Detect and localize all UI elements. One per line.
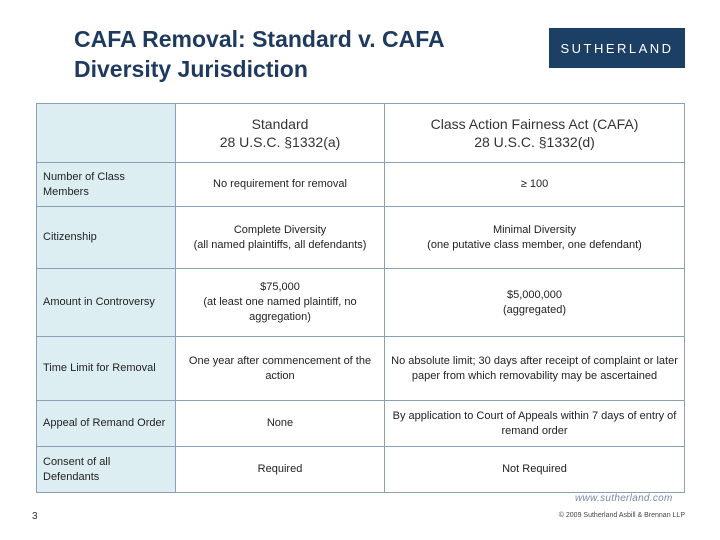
table-row xyxy=(37,207,685,269)
cell-cafa xyxy=(385,337,685,401)
row-label: Consent of all Defendants xyxy=(37,447,176,493)
cell-cafa xyxy=(385,163,685,207)
header-standard-line-2: 28 U.S.C. §1332(a) xyxy=(219,134,341,150)
table-header-row xyxy=(37,104,685,163)
table-row xyxy=(37,163,685,207)
slide-number: 3 xyxy=(32,511,38,522)
cell-standard xyxy=(176,269,385,337)
cell-standard xyxy=(176,207,385,269)
header-cafa-line-1: Class Action Fairness Act (CAFA) xyxy=(430,116,639,132)
slide-title xyxy=(74,24,514,84)
cell-cafa xyxy=(385,207,685,269)
cell-text: (one putative class member, one defendant) xyxy=(427,238,642,251)
cell-text: Required xyxy=(257,463,303,475)
comparison-table xyxy=(36,103,685,493)
copyright-notice: © 2009 Sutherland Asbill & Brennan LLP xyxy=(558,512,685,519)
table-row xyxy=(37,269,685,337)
cell-text: ≥ 100 xyxy=(520,178,549,190)
cell-text: No absolute limit; 30 days after receipt of complaint or later paper from which removability may be ascertained xyxy=(391,354,678,382)
table-row xyxy=(37,447,685,493)
row-label: Appeal of Remand Order xyxy=(37,401,176,447)
sutherland-logo xyxy=(549,28,685,68)
slide-title-line-1: CAFA Removal: Standard v. CAFA xyxy=(74,26,445,52)
cell-text: None xyxy=(266,417,294,429)
cell-text: By application to Court of Appeals within 7 days of entry of remand order xyxy=(392,409,677,437)
cell-standard xyxy=(176,401,385,447)
cell-text: No requirement for removal xyxy=(213,178,347,190)
header-standard-line-1: Standard xyxy=(251,116,309,132)
slide-title-line-2: Diversity Jurisdiction xyxy=(74,56,308,82)
cell-text: Minimal Diversity xyxy=(492,223,577,236)
row-label: Number of Class Members xyxy=(37,163,176,207)
row-label: Time Limit for Removal xyxy=(37,337,176,401)
cell-text: (aggregated) xyxy=(503,303,566,316)
header-cafa-line-2: 28 U.S.C. §1332(d) xyxy=(474,134,595,150)
row-label: Amount in Controversy xyxy=(37,269,176,337)
website-url: www.sutherland.com xyxy=(575,493,673,504)
cell-standard xyxy=(176,337,385,401)
header-standard xyxy=(176,104,385,163)
cell-text: One year after commencement of the action xyxy=(188,354,372,382)
cell-cafa xyxy=(385,401,685,447)
table-row xyxy=(37,401,685,447)
cell-cafa xyxy=(385,447,685,493)
row-label: Citizenship xyxy=(37,207,176,269)
cell-cafa xyxy=(385,269,685,337)
logo-text: SUTHERLAND xyxy=(560,40,674,56)
table-row xyxy=(37,337,685,401)
header-cafa xyxy=(385,104,685,163)
header-corner-cell xyxy=(37,104,176,163)
cell-text: (at least one named plaintiff, no aggregation) xyxy=(203,296,357,323)
cell-text: (all named plaintiffs, all defendants) xyxy=(193,238,367,251)
cell-text: Not Required xyxy=(502,463,567,475)
cell-text: $5,000,000 xyxy=(506,288,563,301)
cell-standard xyxy=(176,447,385,493)
cell-text: Complete Diversity xyxy=(233,223,327,236)
cell-standard xyxy=(176,163,385,207)
cell-text: $75,000 xyxy=(260,281,300,293)
